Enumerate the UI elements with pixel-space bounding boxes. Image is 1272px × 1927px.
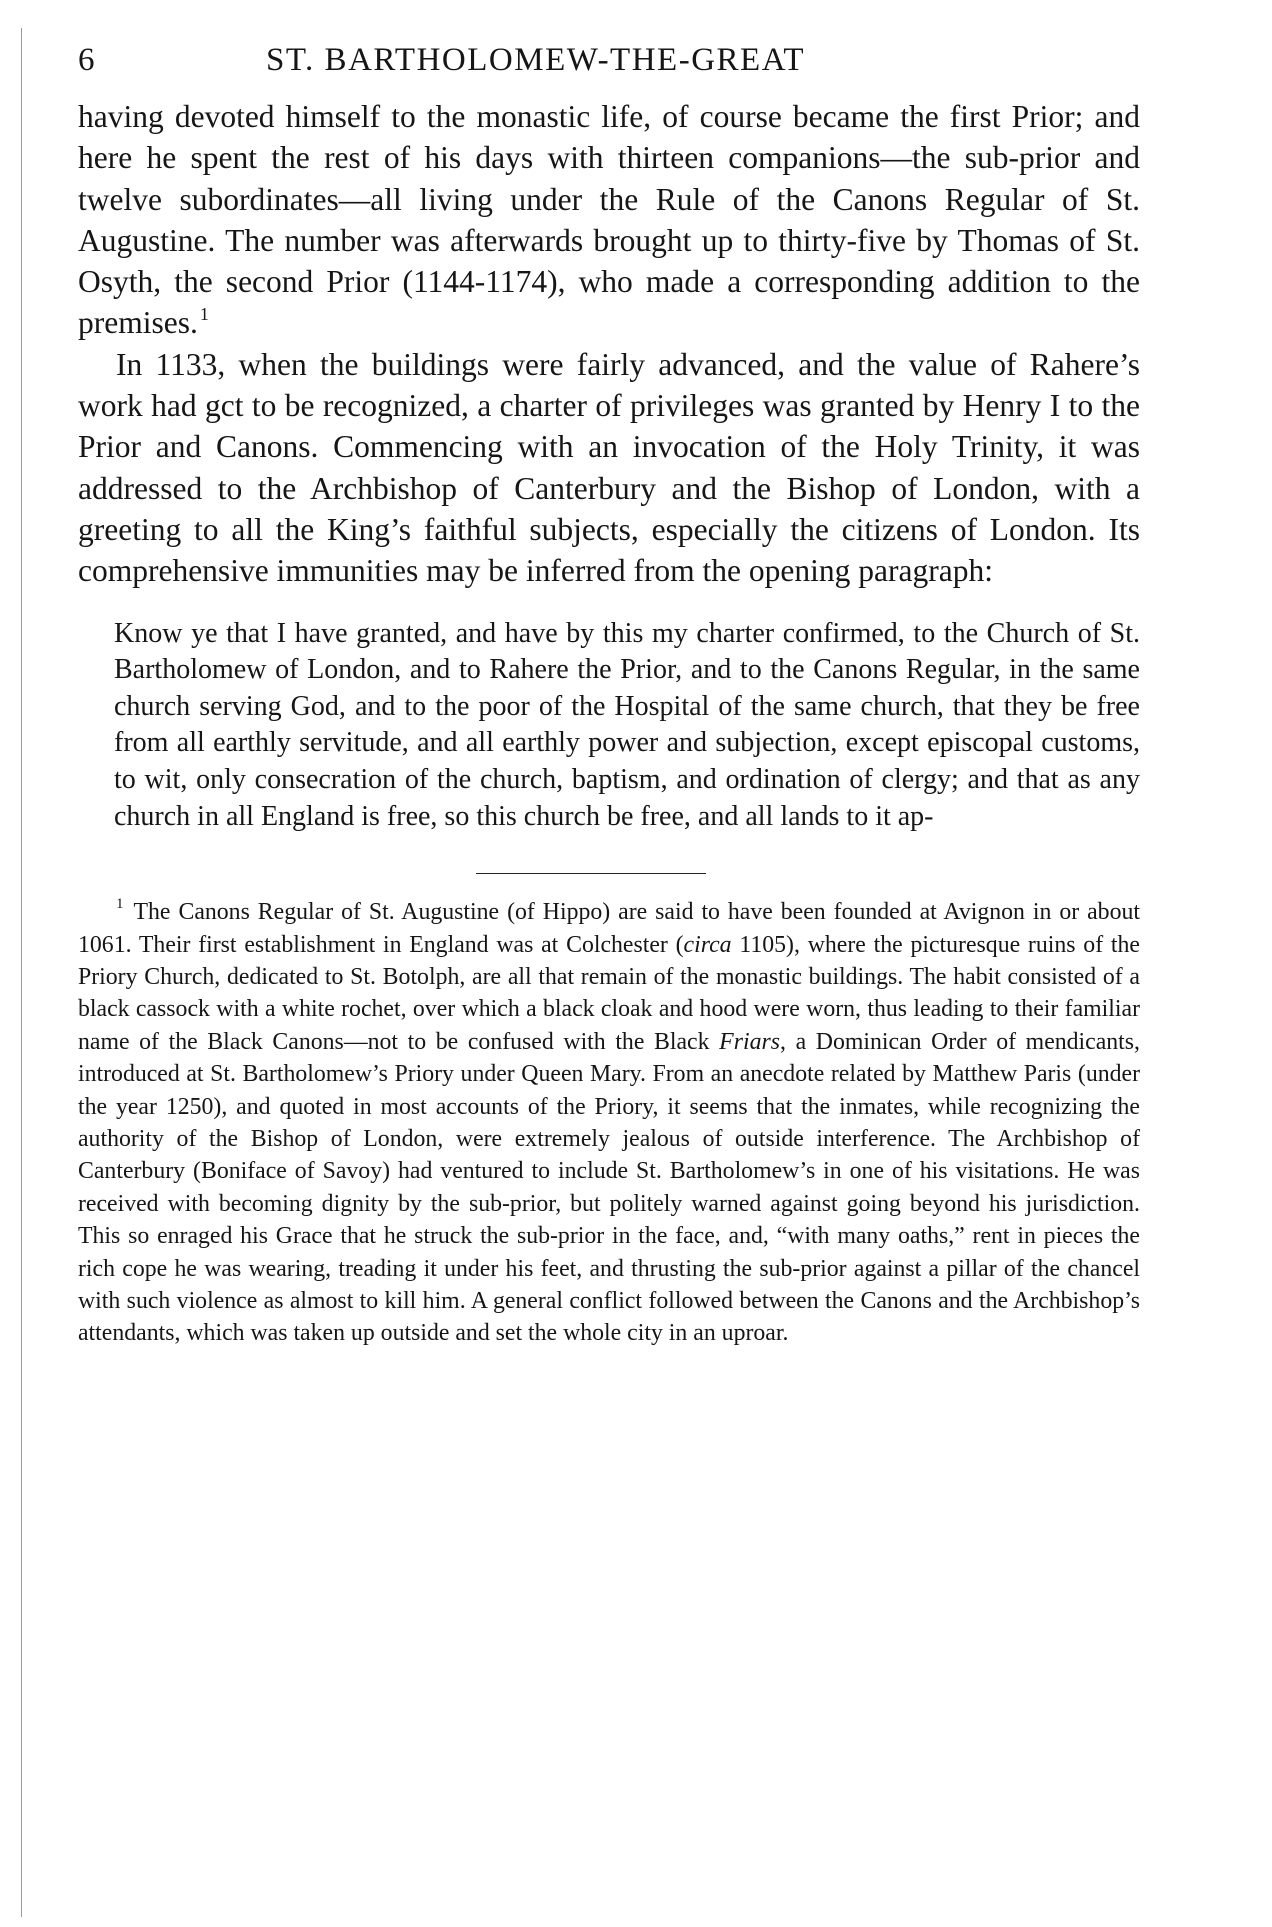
main-text (78, 96, 1140, 592)
footnote-1 (78, 896, 1140, 1350)
footnote-reference: 1 (199, 304, 209, 325)
paragraph-1 (78, 96, 1140, 344)
footnote-divider (476, 873, 706, 874)
footnote-italic-friars: Friars (719, 1028, 780, 1055)
footnote-text-c: , a Dominican Order of mendicants, introduced at St. Bartholomew’s Priory under Queen Mary. From an anecdote related by Matthew Paris (under the year 1250), and quoted in most accounts of the Priory, it seems that the inmates, while recognizing the authority of the Bishop of London, were extremely jealous of outside interference. The Archbishop of Canterbury (Boniface of Savoy) had ventured to include St. Bartholomew’s in one of his visitations. He was received with becoming dignity by the sub-prior, but politely warned against going beyond his jurisdiction. This so enraged his Grace that he struck the sub-prior in the face, and, “with many oaths,” rent in pieces the rich cope he was wearing, treading it under his feet, and thrusting the sub-prior against a pillar of the chancel with such violence as almost to kill him. A general conflict followed between the Canons and the Archbishop’s attendants, which was taken up outside and set the whole city in an uproar. (78, 1028, 1141, 1347)
footnote-mark: 1 (116, 896, 124, 913)
paragraph-2: In 1133, when the buildings were fairly advanced, and the value of Rahere’s work had gct to be recognized, a charter of privileges was granted by Henry I to the Prior and Canons. Commencing with an invocation of the Holy Trinity, it was addressed to the Archbishop of Canterbury and the Bishop of London, with a greeting to all the King’s faithful subjects, especially the citizens of London. Its comprehensive immunities may be inferred from the opening paragraph: (78, 346, 1140, 589)
charter-quotation (78, 616, 1140, 836)
footnote-text-b: 1105), where the picturesque ruins of the Priory Church, dedicated to St. Botolph, are all that remain of the monastic buildings. The habit consisted of a black cassock with a white rochet, over which a black cloak and hood were worn, thus leading to their familiar name of the Black Canons—not to be confused with the Black (78, 931, 1140, 1055)
footnote (78, 896, 1140, 1350)
running-title: ST. BARTHOLOMEW-THE-GREAT (266, 42, 806, 78)
footnote-italic-circa: circa (683, 931, 732, 958)
paragraph-1-text: having devoted himself to the monastic life, of course became the first Prior; and here he spent the rest of his days with thirteen companions—the sub-prior and twelve subordinates—all living under the Rule of the Canons Regular of St. Augustine. The number was afterwards brought up to thirty-five by Thomas of St. Osyth, the second Prior (1144-1174), who made a corresponding addition to the premises. (78, 99, 1140, 341)
running-header (78, 34, 1140, 96)
book-page (78, 34, 1140, 1350)
binding-edge-line (21, 28, 22, 1917)
page-number: 6 (78, 42, 96, 78)
footnote-text-a: The Canons Regular of St. Augustine (of Hippo) are said to have been founded at Avignon in or about 1061. Their first establishment in England was at Colchester ( (78, 899, 1140, 958)
charter-text: Know ye that I have granted, and have by this my charter confirmed, to the Church of St. Bartholomew of London, and to Rahere the Prior, and to the Canons Regular, in the same church serving God, and to the poor of the Hospital of the same church, that they be free from all earthly servitude, and all earthly power and subjection, except episcopal customs, to wit, only consecration of the church, baptism, and ordination of clergy; and that as any church in all England is free, so this church be free, and all lands to it ap- (114, 617, 1140, 832)
